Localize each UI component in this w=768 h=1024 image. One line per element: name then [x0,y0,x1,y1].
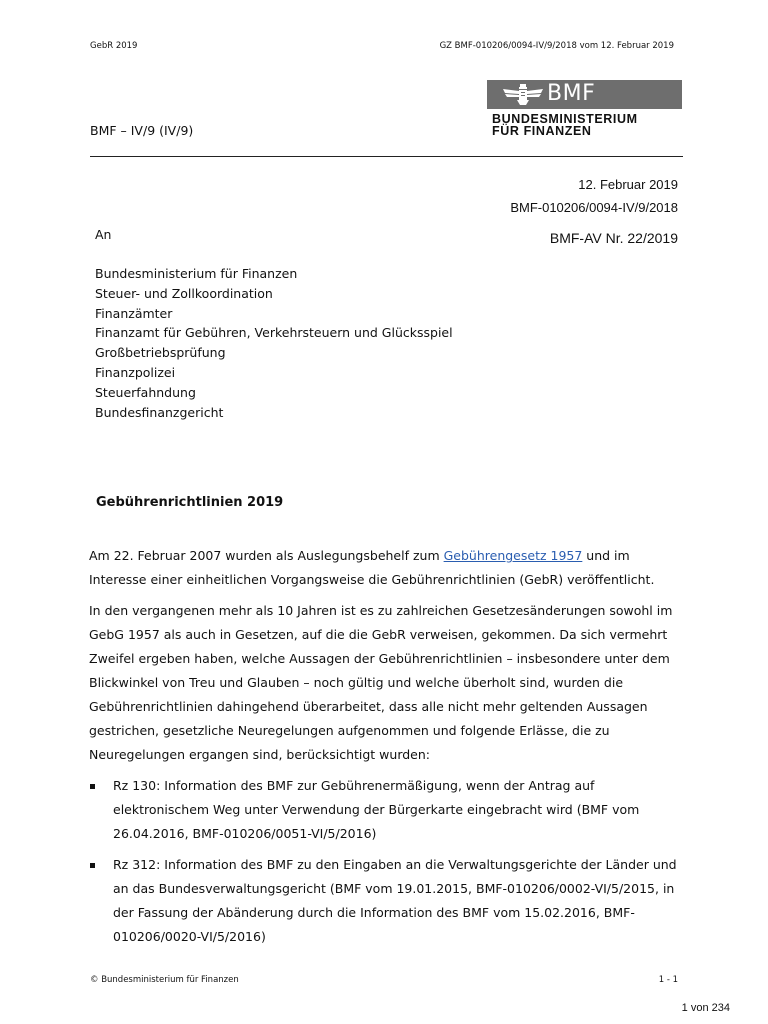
paragraph-1 [89,544,684,592]
document-date: 12. Februar 2019 [578,177,678,192]
bullet-list [89,853,684,949]
footer-copyright: © Bundesministerium für Finanzen [90,975,239,985]
bmf-logo [487,80,682,109]
recipient-list [95,264,453,422]
page-indicator: 1 von 234 [681,1002,730,1014]
bullet-text: Rz 130: Information des BMF zur Gebührenermäßigung, wenn der Antrag auf elektronischem Weg unter Verwendung der Bürgerkarte eingebracht wird (BMF vom 26.04.2016, BMF-010206/0051-VI/5/2016) [113,778,640,841]
recipient-item: Steuerfahndung [95,384,196,400]
ministry-name-line-2: FÜR FINANZEN [492,124,592,138]
footer-page-number: 1 - 1 [658,975,678,985]
recipient-item: Bundesfinanzgericht [95,404,224,420]
recipient-item: Steuer- und Zollkoordination [95,285,273,301]
running-header-left: GebR 2019 [90,41,138,51]
bullet-square-icon [90,863,95,868]
gebuehrengesetz-link[interactable]: Gebührengesetz 1957 [443,548,583,563]
document-av-number: BMF-AV Nr. 22/2019 [549,230,678,246]
bullet-item [89,774,684,846]
paragraph-1-start: Am 22. Februar 2007 wurden als Auslegungsbehelf zum [89,548,444,563]
recipient-item: Finanzamt für Gebühren, Verkehrsteuern und Glücksspiel [95,325,453,341]
bullet-item [89,853,684,949]
department-reference: BMF – IV/9 (IV/9) [90,123,194,138]
running-header-right: GZ BMF-010206/0094-IV/9/2018 vom 12. Februar 2019 [439,41,674,51]
addressee-label: An [95,227,112,242]
ministry-name [492,113,638,137]
bullet-text: Rz 312: Information des BMF zu den Eingaben an die Verwaltungsgerichte der Länder und an das Bundesverwaltungsgericht (BMF vom 19.01.2015, BMF-010206/0002-VI/5/2015, in der Fassung der Abänderung durch die Information des BMF vom 15.02.2016, BMF-010206/0020-VI/5/2016) [113,857,677,944]
document-title: Gebührenrichtlinien 2019 [96,495,284,510]
logo-text: BMF [547,81,596,106]
recipient-item: Bundesministerium für Finanzen [95,266,298,281]
eagle-icon [501,83,545,106]
recipient-item: Finanzämter [95,305,173,321]
recipient-item: Großbetriebsprüfung [95,345,226,361]
header-divider [90,156,683,157]
recipient-item: Finanzpolizei [95,364,176,380]
ministry-name-line-1: BUNDESMINISTERIUM [492,112,638,126]
document-gz: BMF-010206/0094-IV/9/2018 [510,200,678,215]
bullet-square-icon [90,784,95,789]
document-body [89,544,684,774]
bullet-list [89,774,684,846]
paragraph-1-end: und im Interesse einer einheitlichen Vorgangsweise die Gebührenrichtlinien (GebR) veröffentlicht. [89,548,655,587]
paragraph-2: In den vergangenen mehr als 10 Jahren ist es zu zahlreichen Gesetzesänderungen sowohl im GebG 1957 als auch in Gesetzen, auf die die GebR verweisen, gekommen. Da sich vermehrt Zweifel ergeben haben, welche Aussagen der Gebührenrichtlinien – insbesondere unter dem Blickwinkel von Treu und Glauben – noch gültig und welche überholt sind, wurden die Gebührenrichtlinien dahingehend überarbeitet, dass alle nicht mehr geltenden Aussagen gestrichen, gesetzliche Neuregelungen aufgenommen und folgende Erlässe, die zu Neuregelungen ergangen sind, berücksichtigt wurden: [89,603,673,762]
